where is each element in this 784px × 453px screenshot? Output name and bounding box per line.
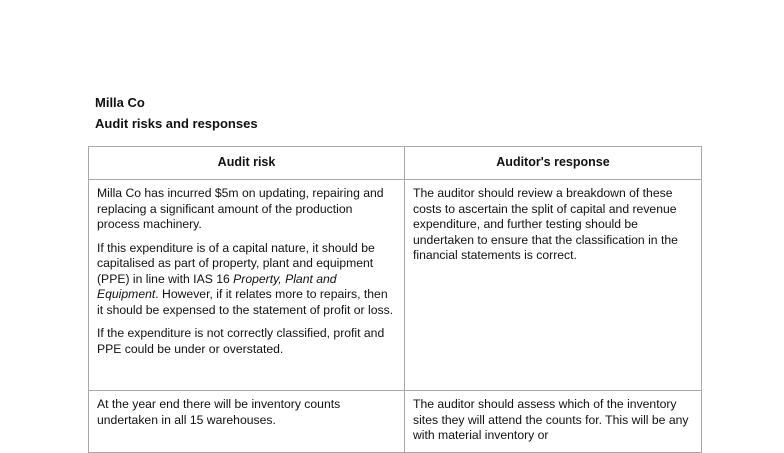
header-auditors-response: Auditor's response xyxy=(405,147,702,180)
audit-risks-table xyxy=(88,146,702,453)
table-row xyxy=(89,391,702,453)
risk-paragraph: At the year end there will be inventory counts undertaken in all 15 warehouses. xyxy=(97,397,341,427)
risk-text: However, if it relates more to repairs, then it should be expensed to the statement of profit or loss. xyxy=(97,287,394,317)
document-subtitle: Audit risks and responses xyxy=(95,116,258,131)
audit-risk-cell xyxy=(89,391,405,453)
header-audit-risk: Audit risk xyxy=(89,147,405,180)
auditor-response-cell xyxy=(405,391,702,453)
auditor-response-cell xyxy=(405,180,702,391)
table-header-row xyxy=(89,147,702,180)
response-paragraph: The auditor should review a breakdown of these costs to ascertain the split of capital and revenue expenditure, and further testing should be undertaken to ensure that the classification in the financial statements is correct. xyxy=(413,186,678,262)
risk-paragraph: If this expenditure is of a capital nature, it should be capitalised as part of property, plant and equipment (PPE) in line with IAS 16 Property, Plant and Equipment. However, if it relates more to repairs, then it should be expensed to the statement of profit or loss. xyxy=(97,240,394,317)
table-row xyxy=(89,180,702,391)
audit-risk-cell xyxy=(89,180,405,391)
risk-text: If this expenditure is of a capital nature, it should be capitalised as part of property, plant and equipment (PPE) in line with IAS 16 xyxy=(97,240,375,286)
risk-paragraph: Milla Co has incurred $5m on updating, repairing and replacing a significant amount of the production process machinery. xyxy=(97,186,384,231)
company-name: Milla Co xyxy=(95,95,145,110)
risk-paragraph: If the expenditure is not correctly classified, profit and PPE could be under or overstated. xyxy=(97,326,385,356)
standard-title: Property, Plant and Equipment xyxy=(97,271,337,301)
response-paragraph: The auditor should assess which of the inventory sites they will attend the counts for. This will be any with material inventory or xyxy=(413,397,689,442)
